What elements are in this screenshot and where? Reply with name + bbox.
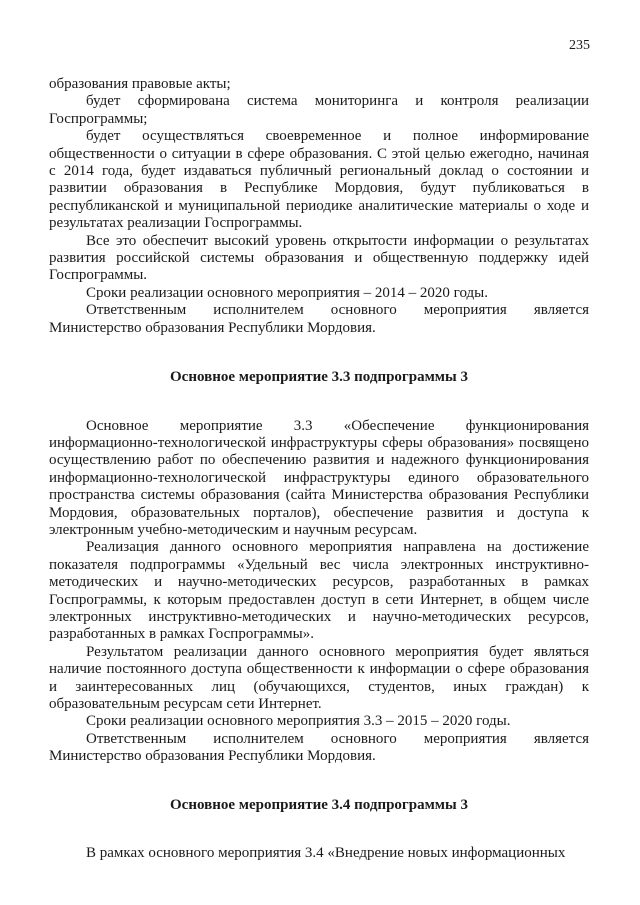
section-heading: Основное мероприятие 3.4 подпрограммы 3 [170,796,468,813]
paragraph: Ответственным исполнителем основного мероприятия является Министерство образования Республики Мордовия. [49,302,589,336]
section-heading: Основное мероприятие 3.3 подпрограммы 3 [170,369,468,386]
paragraph: Ответственным исполнителем основного мероприятия является Министерство образования Республики Мордовия. [49,730,589,765]
paragraph: будет осуществляться своевременное и полное информирование общественности о ситуации в сфере образования. С этой целью ежегодно, начиная с 2014 года, будет издаваться публичный региональный доклад о состоянии и развитии образования в Республике Мордовия, будут публиковаться в республиканской и муниципальной периодике аналитические материалы о ходе и результатах реализации Госпрограммы. [49,128,589,232]
paragraph: Основное мероприятие 3.3 «Обеспечение функционирования информационно-технологической инфраструктуры сферы образования» посвящено осуществлению работ по обеспечению развития и надежного функционирования информационно-технологической инфраструктуры единого образовательного пространства системы образования (сайта Министерства образования Республики Мордовия, образовательных порталов), обеспечение развития и доступа к электронным учебно-методическим и научным ресурсам. [49,417,589,538]
paragraph: Результатом реализации данного основного мероприятия будет являться наличие постоянного доступа общественности к информации о сфере образования и заинтересованных лиц (обучающихся, студентов, иных граждан) к образовательным ресурсам сети Интернет. [49,643,589,712]
paragraph: Реализация данного основного мероприятия направлена на достижение показателя подпрограммы «Удельный вес числа электронных инструктивно-методических и научно-методических ресурсов, разработанных в рамках Госпрограммы, к которым предоставлен доступ в сети Интернет, в общем числе электронных инструктивно-методических и научно-методических ресурсов, разработанных в рамках Госпрограммы». [49,539,589,643]
paragraph: Все это обеспечит высокий уровень открытости информации о результатах развития российской системы образования и общественную поддержку идей Госпрограммы. [49,232,589,284]
paragraph: В рамках основного мероприятия 3.4 «Внедрение новых информационных [86,845,566,862]
page-number: 235 [569,38,590,53]
paragraph: Сроки реализации основного мероприятия – 2014 – 2020 годы. [86,284,488,301]
paragraph: Сроки реализации основного мероприятия 3.3 – 2015 – 2020 годы. [86,713,511,730]
paragraph: будет сформирована система мониторинга и контроля реализации Госпрограммы; [49,93,589,127]
document-body [49,76,589,862]
paragraph: образования правовые акты; [49,76,231,92]
